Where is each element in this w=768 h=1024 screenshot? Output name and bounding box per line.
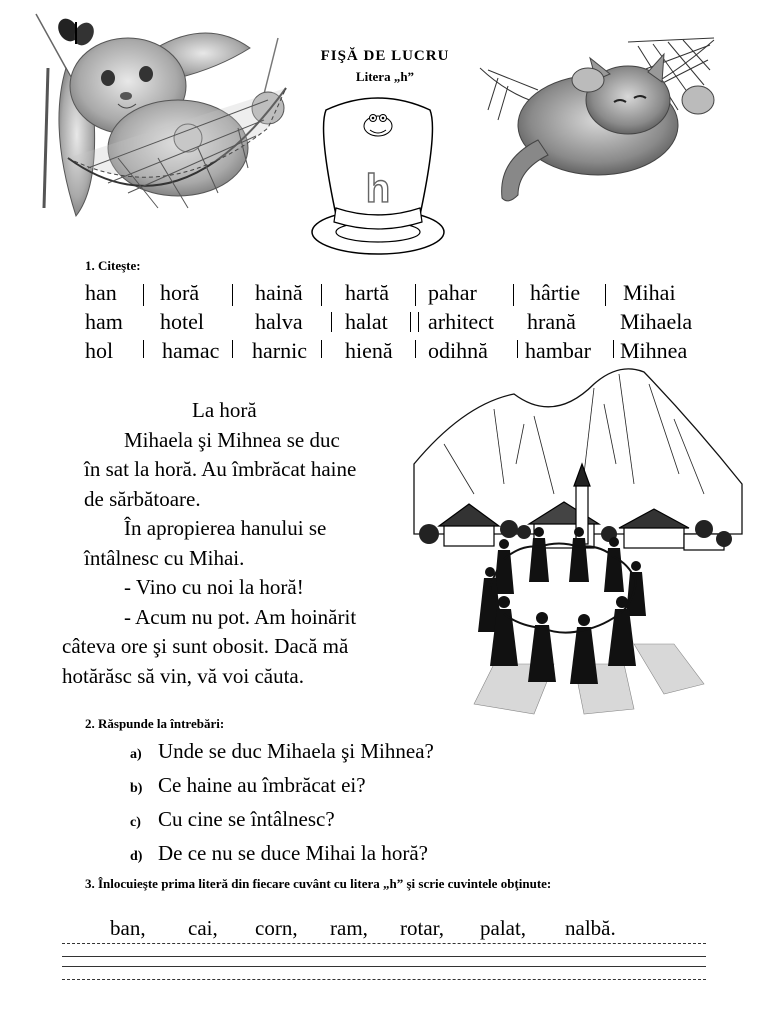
worksheet-title: FIŞĂ DE LUCRU	[320, 48, 450, 64]
column-divider	[331, 312, 332, 332]
word: halat	[345, 309, 388, 334]
question-text: Unde se duc Mihaela şi Mihnea?	[158, 739, 434, 763]
bunny-hammock-illustration	[28, 8, 288, 236]
column-divider	[321, 340, 322, 358]
column-divider	[415, 340, 416, 358]
story-line: întâlnesc cu Mihai.	[84, 545, 245, 570]
word: ham	[85, 309, 123, 334]
word: cai,	[188, 916, 218, 940]
column-divider	[418, 312, 419, 332]
hat-illustration	[308, 90, 448, 258]
story-line: de sărbătoare.	[84, 486, 201, 511]
word: nalbă.	[565, 916, 616, 940]
story-line: În apropierea hanului se	[124, 516, 327, 540]
word: harnic	[252, 338, 307, 363]
column-divider	[605, 284, 606, 306]
section3-title: 3. Înlocuieşte prima literă din fiecare cuvânt cu litera „h” şi scrie cuvintele obţinute:	[85, 876, 552, 891]
word: ban,	[110, 916, 146, 940]
question-text: De ce nu se duce Mihai la horă?	[158, 841, 428, 865]
question-item	[130, 770, 434, 804]
column-divider	[517, 340, 518, 358]
word: hartă	[345, 280, 389, 305]
column-divider	[232, 284, 233, 306]
writing-line-dashed[interactable]	[62, 943, 706, 944]
word: hol	[85, 338, 114, 363]
hora-dance-illustration	[404, 364, 744, 720]
section1-title: 1. Citeşte:	[85, 258, 141, 273]
writing-line-solid	[62, 966, 706, 967]
word: rotar,	[400, 916, 445, 940]
column-divider	[143, 284, 144, 306]
story-line: în sat la horă. Au îmbrăcat haine	[84, 457, 357, 481]
word: hambar	[525, 338, 591, 363]
word: odihnă	[428, 338, 488, 363]
question-item	[130, 838, 434, 872]
question-item	[130, 804, 434, 838]
cat-hammock-illustration	[478, 30, 718, 212]
word: arhitect	[428, 309, 494, 334]
word: hârtie	[530, 280, 581, 305]
word: Mihnea	[620, 338, 688, 363]
writing-line-solid	[62, 956, 706, 957]
word: horă	[160, 280, 200, 305]
word: corn,	[255, 916, 298, 940]
word: haină	[255, 280, 303, 305]
story-line: - Acum nu pot. Am hoinărit	[124, 604, 357, 629]
question-text: Ce haine au îmbrăcat ei?	[158, 773, 366, 797]
column-divider	[143, 340, 144, 358]
question-letter: b)	[130, 781, 143, 796]
column-divider	[513, 284, 514, 306]
story-line: hotărăsc să vin, vă voi căuta.	[62, 663, 304, 688]
worksheet-subtitle: Litera „h”	[355, 69, 415, 84]
word-row	[85, 278, 725, 307]
word-grid	[85, 278, 725, 365]
writing-line-dashed[interactable]	[62, 979, 706, 980]
hat-letter: h	[365, 167, 391, 211]
column-divider	[415, 284, 416, 306]
question-letter: c)	[130, 815, 141, 830]
question-item	[130, 736, 434, 770]
word: hotel	[160, 309, 204, 334]
word: Mihai	[623, 280, 676, 305]
word: hamac	[162, 338, 220, 363]
story-line: câteva ore şi sunt obosit. Dacă mă	[62, 634, 349, 658]
word: pahar	[428, 280, 477, 305]
word-row	[85, 336, 725, 365]
column-divider	[321, 284, 322, 306]
column-divider	[232, 340, 233, 358]
story-title: La horă	[192, 398, 257, 422]
question-letter: d)	[130, 849, 143, 864]
question-list	[130, 736, 434, 872]
story-line: - Vino cu noi la horă!	[124, 575, 304, 599]
word: palat,	[480, 916, 527, 940]
butterfly-icon	[54, 15, 98, 49]
column-divider	[613, 340, 614, 358]
story-line: Mihaela şi Mihnea se duc	[124, 427, 340, 452]
word: ram,	[330, 916, 368, 940]
word: Mihaela	[620, 309, 693, 334]
question-text: Cu cine se întâlnesc?	[158, 807, 335, 831]
word: han	[85, 280, 117, 305]
question-letter: a)	[130, 747, 142, 762]
word-row	[85, 307, 725, 336]
column-divider	[410, 312, 411, 332]
word: halva	[255, 309, 303, 334]
word: hienă	[345, 338, 393, 363]
section2-title: 2. Răspunde la întrebări:	[85, 716, 225, 731]
word: hrană	[527, 309, 576, 334]
story	[62, 396, 422, 691]
